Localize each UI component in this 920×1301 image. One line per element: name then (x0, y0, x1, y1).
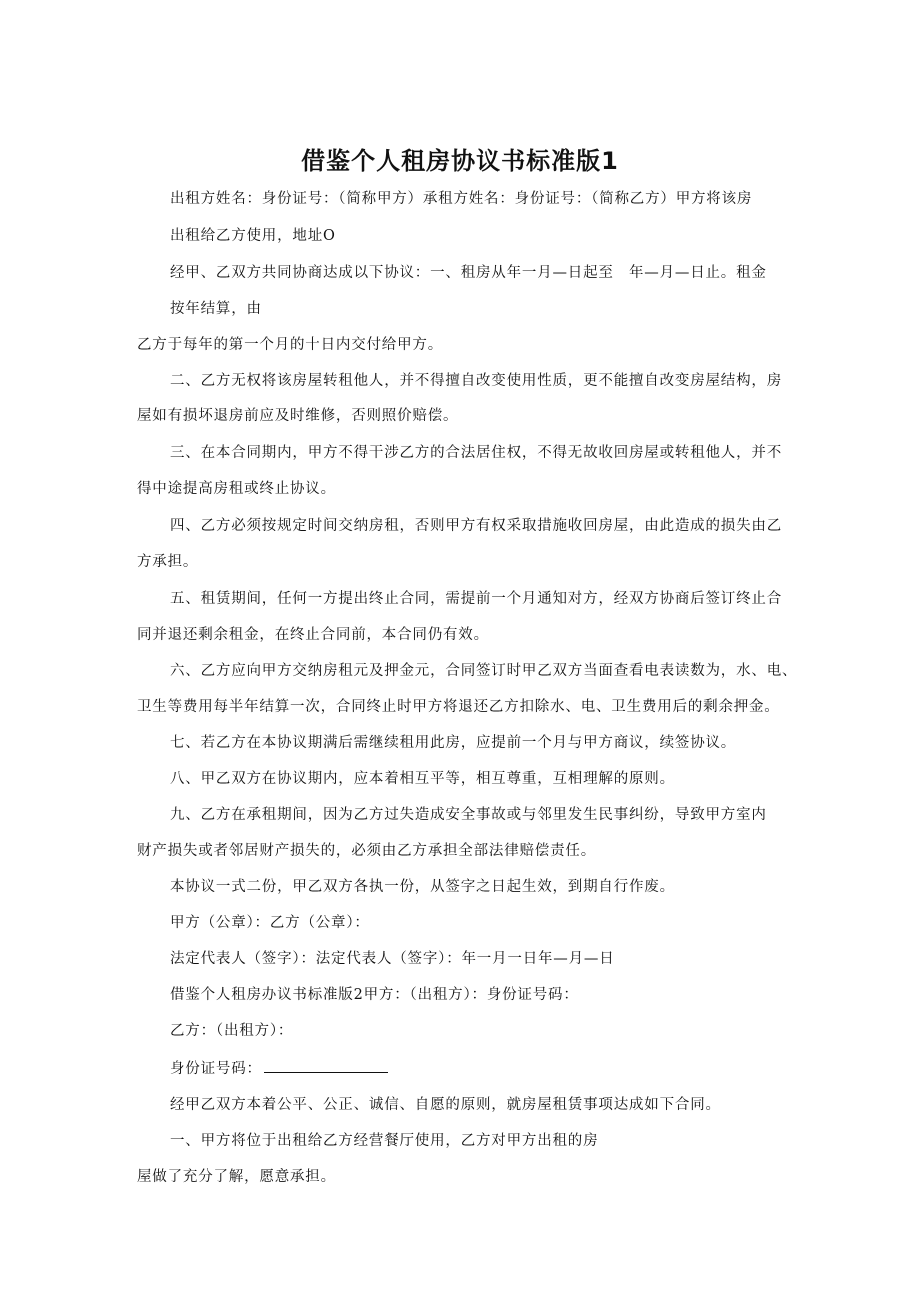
paragraph-line: 财产损失或者邻居财产损失的，必须由乙方承担全部法律赔偿责任。 (137, 843, 596, 859)
paragraph-line: 八、甲乙双方在协议期内，应本着相互平等，相互尊重，互相理解的原则。 (170, 771, 675, 787)
paragraph-line: 同并退还剩余租金，在终止合同前，本合同仍有效。 (137, 627, 489, 643)
signature-date-line: 法定代表人（签字）：法定代表人（签字）：年一月一日年—月—日 (170, 951, 615, 967)
paragraph-line: 一、甲方将位于出租给乙方经营餐厅使用，乙方对甲方出租的房 (170, 1133, 599, 1149)
paragraph-line: 九、乙方在承租期间，因为乙方过失造成安全事故或与邻里发生民事纠纷，导致甲方室内 (170, 807, 767, 823)
paragraph-line: 卫生等费用每半年结算一次，合同终止时甲方将退还乙方扣除水、电、卫生费用后的剩余押金。 (137, 699, 780, 715)
paragraph-line: 出租给乙方使用，地址O (170, 228, 336, 244)
id-number-line (170, 1058, 388, 1079)
paragraph-line: 屋做了充分了解，愿意承担。 (137, 1169, 336, 1185)
paragraph-line: 乙方于每年的第一个月的十日内交付给甲方。 (137, 337, 443, 353)
document-title: 借鉴个人租房协议书标准版1 (301, 147, 619, 175)
id-number-blank (264, 1058, 388, 1073)
paragraph-line: 六、乙方应向甲方交纳房租元及押金元，合同签订时甲乙双方当面查看电表读数为，水、电、 (170, 663, 798, 679)
paragraph-line: 本协议一式二份，甲乙双方各执一份，从签字之日起生效，到期自行作废。 (170, 879, 675, 895)
party-b-line: 乙方：（出租方）： (170, 1023, 294, 1039)
paragraph-line: 出租方姓名：身份证号：（简称甲方）承租方姓名：身份证号：（简称乙方）甲方将该房 (170, 191, 753, 207)
id-number-label: 身份证号码： (170, 1061, 262, 1077)
paragraph-line: 经甲、乙双方共同协商达成以下协议：一、租房从年一月—日起至 年—月—日止。租金 (170, 265, 767, 281)
paragraph-line: 五、租赁期间，任何一方提出终止合同，需提前一个月通知对方，经双方协商后签订终止合 (170, 591, 782, 607)
paragraph-line: 按年结算，由 (170, 301, 262, 317)
paragraph-line: 经甲乙双方本着公平、公正、诚信、自愿的原则，就房屋租赁事项达成如下合同。 (170, 1097, 721, 1113)
paragraph-line: 三、在本合同期内，甲方不得干涉乙方的合法居住权，不得无故收回房屋或转租他人，并不 (170, 445, 782, 461)
second-contract-heading-line: 借鉴个人租房办议书标准版2甲方：（出租方）：身份证号码： (170, 987, 579, 1003)
paragraph-line: 四、乙方必须按规定时间交纳房租，否则甲方有权采取措施收回房屋，由此造成的损失由乙 (170, 518, 782, 534)
paragraph-line: 方承担。 (137, 554, 199, 570)
paragraph-line: 二、乙方无权将该房屋转租他人，并不得擅自改变使用性质，更不能擅自改变房屋结构，房 (170, 373, 782, 389)
paragraph-line: 七、若乙方在本协议期满后需继续租用此房，应提前一个月与甲方商议，续签协议。 (170, 735, 737, 751)
signature-line: 甲方（公章）：乙方（公章）： (170, 915, 370, 931)
paragraph-line: 屋如有损坏退房前应及时维修，否则照价赔偿。 (137, 408, 459, 424)
paragraph-line: 得中途提高房租或终止协议。 (137, 481, 336, 497)
